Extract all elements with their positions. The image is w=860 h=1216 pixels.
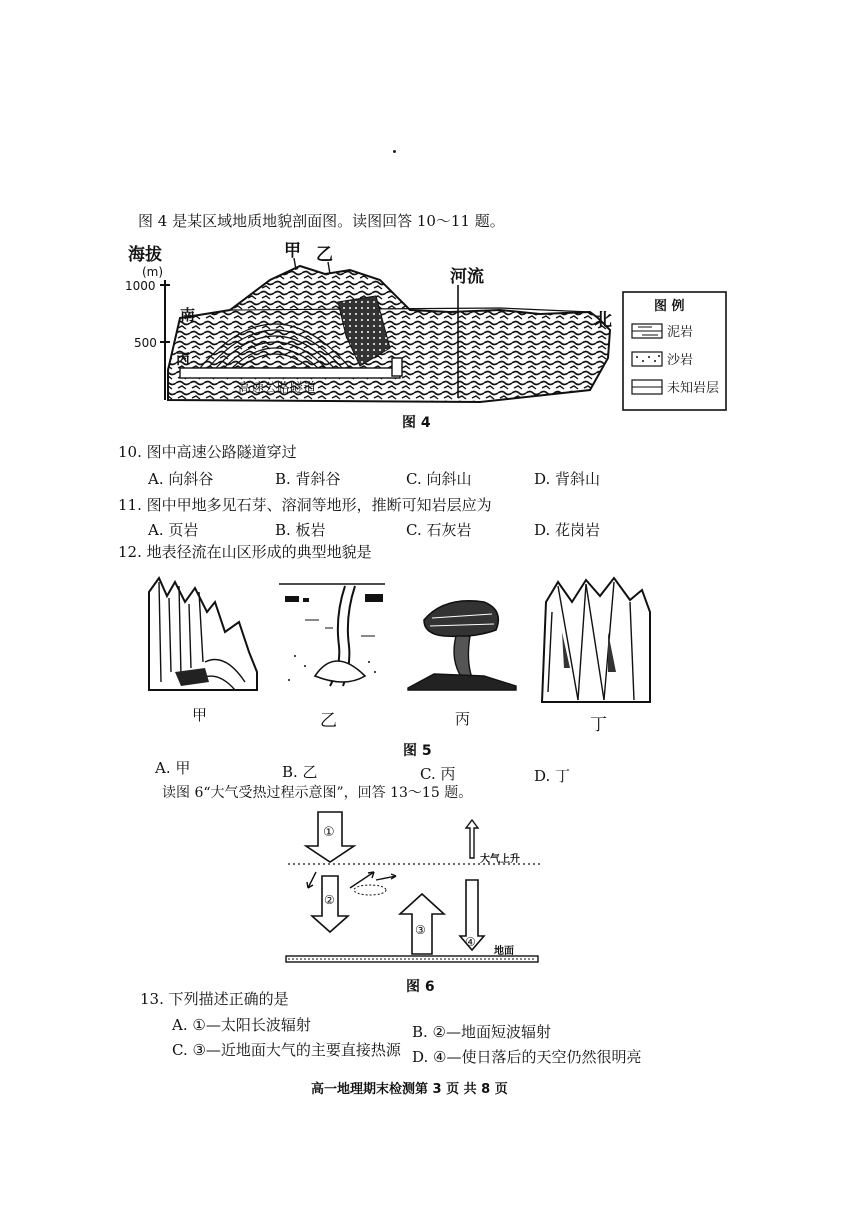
q13-option-b: B. ②—地面短波辐射	[412, 1023, 552, 1041]
tick-500: 500	[134, 336, 157, 350]
y-axis-title: 海拔	[128, 245, 162, 265]
q13-option-d: D. ④—使日落后的天空仍然很明亮	[412, 1048, 642, 1066]
q12-option-d: D. 丁	[534, 767, 571, 785]
legend-item-unknown: 未知岩层	[667, 381, 720, 396]
figure-5-pic-yi	[275, 576, 390, 698]
tunnel	[180, 368, 400, 378]
label-bing: 丙	[176, 352, 190, 368]
figure-4-caption: 图 4	[402, 415, 431, 431]
figure-5-label-bing: 丙	[455, 710, 471, 728]
q10-option-c: C. 向斜山	[406, 470, 472, 488]
river-label: 河流	[450, 267, 484, 287]
label-rise: 大气上升	[480, 854, 520, 865]
label-south: 南	[180, 306, 196, 324]
intro-fig6: 读图 6“大气受热过程示意图”，回答 13～15 题。	[162, 785, 473, 801]
q11-option-a: A. 页岩	[148, 521, 199, 539]
legend-item-mudstone: 泥岩	[667, 325, 694, 340]
q10-option-b: B. 背斜谷	[275, 470, 341, 488]
figure-5-pic-ding	[538, 572, 654, 706]
y-axis-unit: (m)	[142, 265, 164, 279]
q12-stem: 12. 地表径流在山区形成的典型地貌是	[118, 543, 372, 561]
arrow-4-up	[466, 820, 478, 858]
q12-option-b: B. 乙	[282, 763, 318, 781]
q11-option-c: C. 石灰岩	[406, 521, 472, 539]
q11-stem: 11. 图中甲地多见石芽、溶洞等地形，推断可知岩层应为	[118, 496, 492, 514]
tick-1000: 1000	[125, 279, 156, 293]
figure-5-pic-bing	[404, 590, 522, 700]
figure-6-heating-diagram	[280, 804, 550, 974]
arrow-4-label: ④	[465, 935, 476, 949]
figure-4-geologic-section	[120, 240, 730, 430]
q13-option-a: A. ①—太阳长波辐射	[172, 1016, 311, 1034]
tunnel-label: 高速公路隧道	[238, 381, 317, 396]
figure-6-caption: 图 6	[406, 979, 435, 995]
arrow-2-label: ②	[324, 893, 335, 907]
arrow-1-label: ①	[323, 825, 335, 840]
q12-option-a: A. 甲	[155, 759, 191, 777]
q13-stem: 13. 下列描述正确的是	[140, 990, 289, 1008]
q11-option-d: D. 花岗岩	[534, 521, 601, 539]
terrain-surface	[168, 266, 610, 402]
q10-option-d: D. 背斜山	[534, 470, 601, 488]
q11-option-b: B. 板岩	[275, 521, 326, 539]
figure-5-pic-jia	[145, 572, 263, 702]
page-footer: 高一地理期末检测第 3 页 共 8 页	[311, 1082, 508, 1097]
legend	[623, 292, 726, 410]
q13-option-c: C. ③—近地面大气的主要直接热源	[172, 1041, 401, 1059]
legend-title: 图 例	[654, 299, 685, 314]
figure-5-label-yi: 乙	[320, 711, 337, 731]
q10-option-a: A. 向斜谷	[148, 470, 214, 488]
label-yi: 乙	[316, 245, 333, 265]
stray-dot	[393, 150, 396, 153]
arrow-3-label: ③	[415, 923, 426, 937]
label-north: 北	[594, 310, 612, 331]
figure-5-label-jia: 甲	[192, 706, 208, 724]
label-ground: 地面	[494, 946, 514, 957]
figure-5-caption: 图 5	[403, 743, 432, 759]
q10-stem: 10. 图中高速公路隧道穿过	[118, 443, 297, 461]
intro-fig4: 图 4 是某区域地质地貌剖面图。读图回答 10～11 题。	[138, 212, 505, 230]
q12-option-c: C. 丙	[420, 765, 456, 783]
figure-5-label-ding: 丁	[590, 715, 607, 735]
label-jia: 甲	[284, 241, 301, 261]
legend-item-sandstone: 沙岩	[667, 353, 694, 368]
